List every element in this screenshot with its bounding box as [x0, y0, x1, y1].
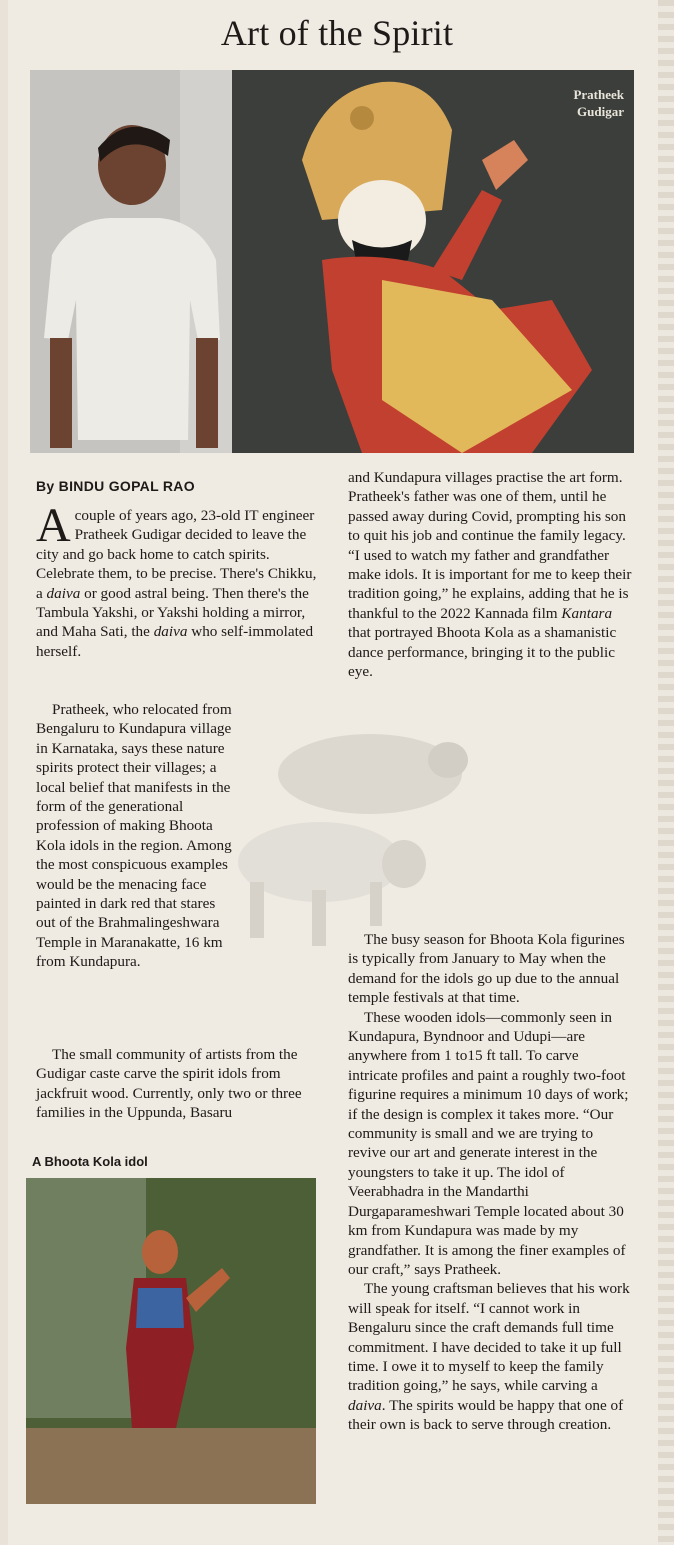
article-column-1-part-1: [36, 499, 324, 661]
article-paragraph-1: [36, 499, 324, 661]
article-paragraph-5: The busy season for Bhoota Kola figurines is typically from January to May when the demand for the idols go up due to the annual temple festivals at that time.: [348, 931, 625, 1007]
para1-text-a: couple of years ago, 23-old IT engineer Pratheek Gudigar decided to leave the city and go back home to catch spirits. Celebrate them, to be precise. There's Chikku, a: [36, 507, 317, 602]
yakshagana-dancer-illustration: [232, 70, 634, 453]
article-column-2-part-2: [348, 930, 632, 1435]
drop-cap: A: [36, 499, 71, 552]
dancer-painting-photo: [232, 70, 634, 453]
photo-credit: [573, 86, 624, 120]
kantara-title: Kantara: [561, 604, 613, 622]
photo-credit-line1: Pratheek: [573, 87, 624, 102]
engineer-figure-illustration: [30, 70, 246, 453]
para1-text-b: or good astral being. Then there's the Tambula Yakshi, or Yakshi holding a mirror, and Maha Sati, the: [36, 584, 309, 641]
idol-in-garden-illustration: [26, 1178, 316, 1504]
article-column-1-part-2: [36, 700, 236, 972]
para4-text-a: and Kundapura villages practise the art form. Pratheek's father was one of them, until he passed away during Covid, prompting his son to quit his job and continue the family legacy. “I used to watch my father and grandfather make idols. It is important for me to keep their tradition going,” he explains, adding that he is thankful to the 2022 Kannada film: [348, 469, 632, 622]
para7-text-b: . The spirits would be happy that one of their own is back to serve through creation.: [348, 1396, 624, 1434]
daiva-term-1: daiva: [46, 584, 81, 602]
article-column-1-part-3: [36, 1045, 326, 1123]
article-paragraph-4: [348, 468, 632, 681]
article-paragraph-2: Pratheek, who relocated from Bengaluru to Kundapura village in Karnataka, says these nature spirits protect their villages; a local belief that manifests in the form of the generational profession of making Bhoota Kola idols in the region. Among the most conspicuous examples would be the menacing face painted in dark red that stares out of the Brahmalingeshwara Temple in Maranakatte, 16 km from Kundapura.: [36, 701, 232, 971]
para4-text-b: that portrayed Bhoota Kola as a shamanistic dance performance, bringing it to the public eye.: [348, 624, 617, 681]
torn-paper-edge: [658, 0, 674, 1545]
daiva-term-2: daiva: [153, 623, 188, 641]
bull-figurine-image: [220, 722, 470, 950]
para1-text-c: who self-immolated herself.: [36, 623, 314, 660]
daiva-term-3: daiva: [348, 1396, 382, 1414]
article-paragraph-3: The small community of artists from the Gudigar caste carve the spirit idols from jackfruit wood. Currently, only two or three families in the Uppunda, Basaru: [36, 1046, 302, 1122]
article-column-2-part-1: [348, 468, 632, 681]
idol-photo-caption: A Bhoota Kola idol: [32, 1154, 148, 1169]
para7-text-a: The young craftsman believes that his work will speak for itself. “I cannot work in Bengaluru since the craft demands full time commitment. I have decided to take it up full time. I owe it to myself to keep the family tradition going,” he says, while carving a: [348, 1280, 630, 1395]
bhoota-kola-idol-photo: [26, 1178, 316, 1504]
wooden-bull-figurine-illustration: [220, 722, 470, 950]
article-paragraph-7: [348, 1279, 632, 1434]
engineer-photo: [30, 70, 246, 453]
article-paragraph-6: These wooden idols—commonly seen in Kundapura, Byndnoor and Udupi—are anywhere from 1 to15 ft tall. To carve intricate profiles and paint a roughly two-foot figurine requires a minimum 10 days of work; if the design is complex it takes more. “Our community is small and we are trying to revive our art and generate interest in the youngsters to take it up. The idol of Veerabhadra in the Mandarthi Durgaparameshwari Temple located about 30 km from Kundapura was made by my grandfather. It is among the finer examples of our craft,” says Pratheek.: [348, 1008, 629, 1278]
byline: By BINDU GOPAL RAO: [36, 478, 195, 494]
headline: Art of the Spirit: [220, 13, 454, 53]
photo-credit-line2: Gudigar: [577, 104, 624, 119]
